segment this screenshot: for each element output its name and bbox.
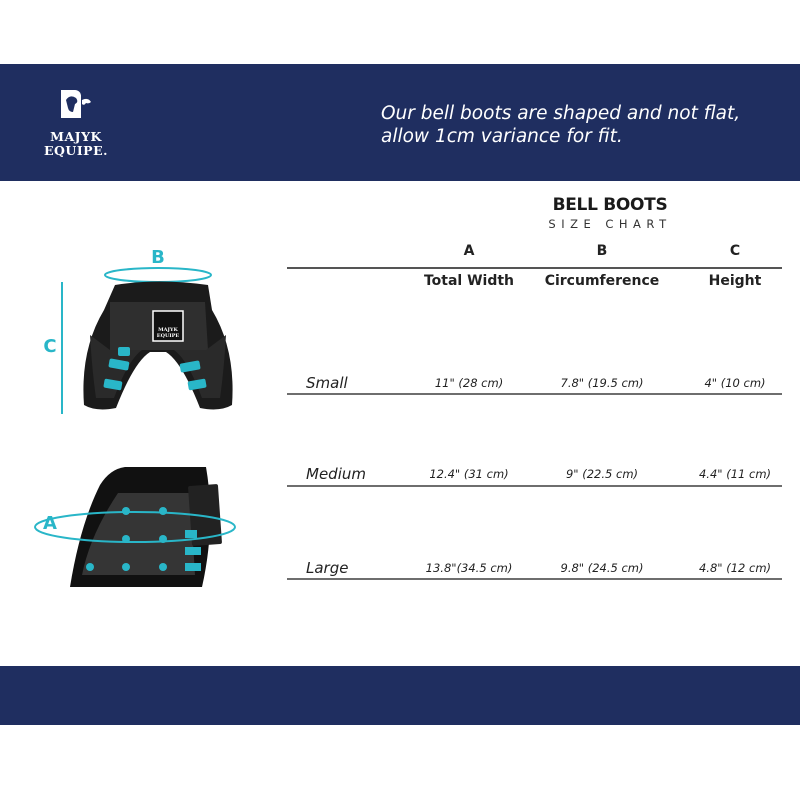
row-divider [287,485,782,487]
row-divider [287,578,782,580]
size-label: Medium [306,465,366,483]
bell-boot-side-illustration [30,455,260,595]
chart-title: BELL BOOTS [552,195,668,215]
badge-line1: MAJYK [158,327,178,333]
chart-subtitle: SIZE CHART [548,217,672,231]
column-header-height: Height [708,273,762,289]
footer-banner [0,666,800,725]
brand-name-line2: EQUIPE. [44,143,108,158]
horse-head-icon [36,86,116,126]
badge-line2: EQUIPE [156,333,180,339]
size-label: Large [306,559,349,577]
brand-logo [36,86,116,166]
cell-circumference: 9.8" (24.5 cm) [560,561,644,575]
cell-circumference: 7.8" (19.5 cm) [560,376,644,390]
column-letter-b: B [596,243,608,259]
size-label: Small [306,374,348,392]
column-header-circumference: Circumference [544,273,660,289]
column-letter-a: A [463,243,475,259]
cell-circumference: 9" (22.5 cm) [565,467,639,481]
header-divider [287,267,782,269]
header-banner [0,64,800,181]
dimension-b-label: B [151,247,165,268]
cell-total-width: 12.4" (31 cm) [429,467,509,481]
fit-note-line1: Our bell boots are shaped and not flat, [381,103,741,124]
fit-note [381,102,781,148]
brand-name-line1: MAJYK [50,129,102,144]
cell-height: 4.8" (12 cm) [698,561,772,575]
cell-height: 4" (10 cm) [704,376,766,390]
cell-total-width: 11" (28 cm) [434,376,504,390]
cell-total-width: 13.8"(34.5 cm) [425,561,513,575]
column-header-total-width: Total Width [423,273,515,289]
column-letter-c: C [729,243,741,259]
dimension-a-label: A [43,513,57,534]
fit-note-line2: allow 1cm variance for fit. [381,126,623,147]
dimension-c-label: C [43,336,57,357]
cell-height: 4.4" (11 cm) [698,467,772,481]
bell-boot-front-illustration [30,240,260,420]
row-divider [287,393,782,395]
